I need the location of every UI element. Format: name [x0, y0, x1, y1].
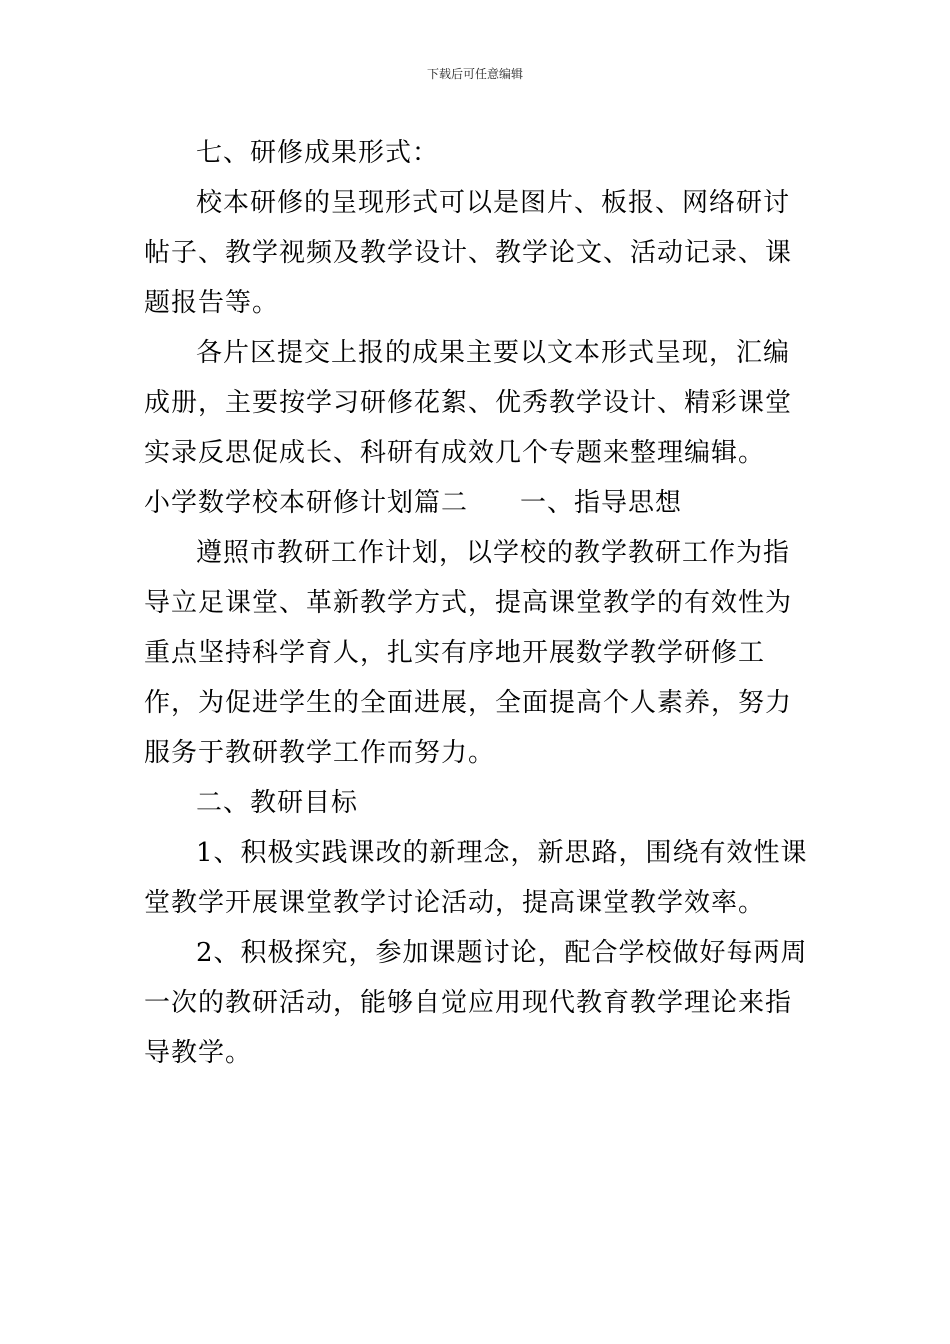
section-title-line — [144, 478, 808, 528]
paragraph-guiding-thought: 遵照市教研工作计划，以学校的教学教研工作为指导立足课堂、革新教学方式，提高课堂教学的有效性为重点坚持科学育人，扎实有序地开展数学教学研修工作，为促进学生的全面进展，全面提高个人素养，努力服务于教研教学工作而努力。 — [144, 538, 793, 768]
document-body — [144, 128, 808, 1078]
paragraph-goal-one: 1、积极实践课改的新理念，新思路，围绕有效性课堂教学开展课堂教学讨论活动，提高课堂教学效率。 — [144, 838, 808, 918]
paragraph-heading-seven: 七、研修成果形式： — [196, 138, 440, 168]
paragraph-goal-two: 2、积极探究，参加课题讨论，配合学校做好每两周一次的教研活动，能够自觉应用现代教育教学理论来指导教学。 — [144, 938, 808, 1068]
paragraph-presentation-forms: 校本研修的呈现形式可以是图片、板报、网络研讨帖子、教学视频及教学设计、教学论文、活动记录、课题报告等。 — [144, 188, 793, 318]
section-subtitle-guiding-thought: 一、指导思想 — [520, 488, 683, 518]
page-header: 下载后可任意编辑 — [426, 67, 523, 81]
paragraph-submitted-results: 各片区提交上报的成果主要以文本形式呈现，汇编成册，主要按学习研修花絮、优秀教学设计、精彩课堂实录反思促成长、科研有成效几个专题来整理编辑。 — [144, 338, 793, 468]
section-title: 小学数学校本研修计划篇二 — [144, 488, 469, 518]
paragraph-heading-research-goals: 二、教研目标 — [196, 788, 359, 818]
